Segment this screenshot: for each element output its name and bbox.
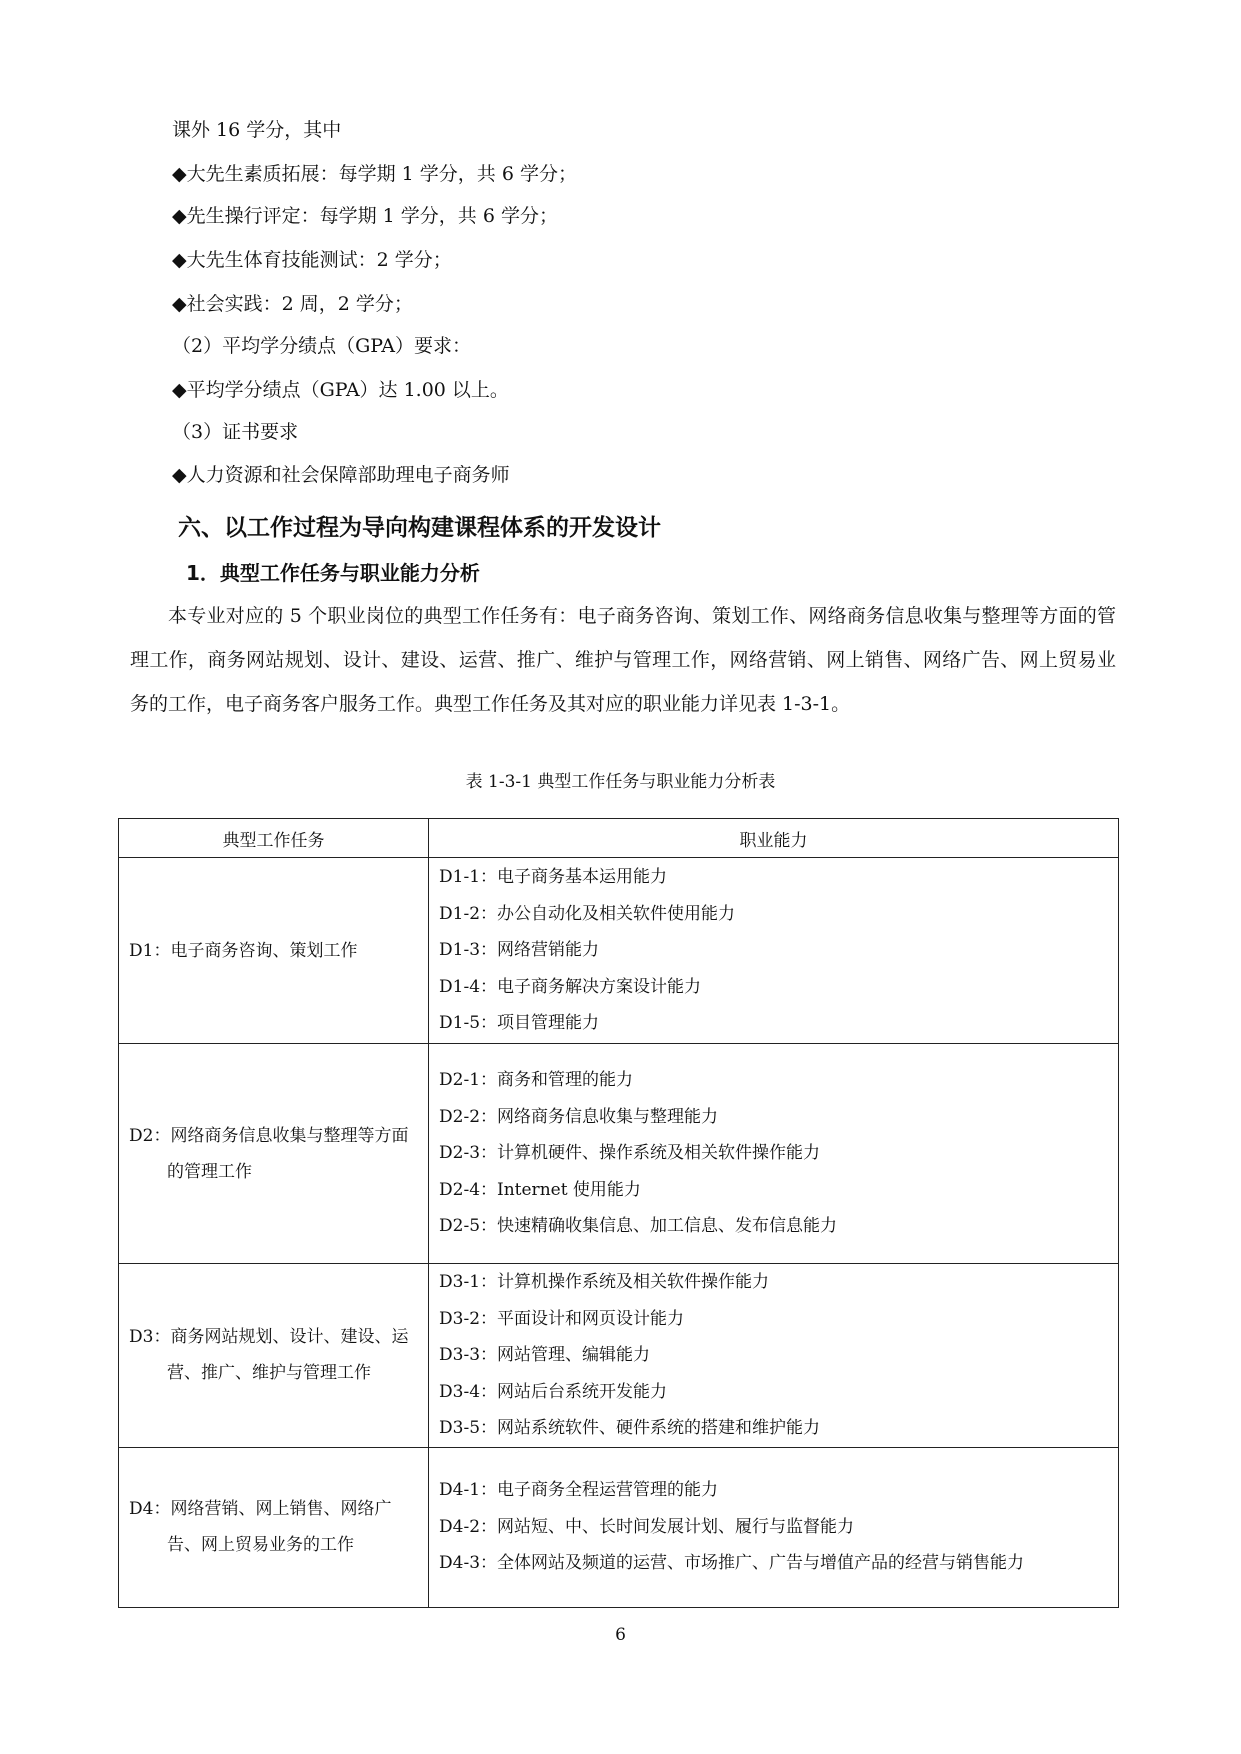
credit-line: （3）证书要求 (172, 421, 299, 443)
credit-line: ◆大先生素质拓展：每学期 1 学分，共 6 学分； (172, 163, 577, 185)
credit-line: ◆先生操行评定：每学期 1 学分，共 6 学分； (172, 205, 558, 227)
credit-line: ◆人力资源和社会保障部助理电子商务师 (172, 464, 510, 486)
ability-cell (429, 1044, 1119, 1264)
ability-item: D1-1：电子商务基本运用能力 (439, 867, 668, 888)
task-cell: D1：电子商务咨询、策划工作 (119, 858, 429, 1044)
ability-item: D3-3：网站管理、编辑能力 (439, 1345, 651, 1365)
ability-item: D3-2：平面设计和网页设计能力 (439, 1308, 685, 1329)
ability-item: D2-2：网络商务信息收集与整理能力 (439, 1106, 719, 1127)
table-row (119, 1447, 1119, 1607)
table-header-row (119, 819, 1119, 858)
ability-item: D1-4：电子商务解决方案设计能力 (439, 976, 702, 997)
credit-line: ◆平均学分绩点（GPA）达 1.00 以上。 (172, 379, 509, 401)
ability-cell (429, 858, 1119, 1044)
ability-cell (429, 1447, 1119, 1607)
header-ability: 职业能力 (429, 819, 1119, 858)
ability-item: D1-2：办公自动化及相关软件使用能力 (439, 903, 736, 924)
ability-item: D2-1：商务和管理的能力 (439, 1070, 634, 1091)
table-row (119, 858, 1119, 1044)
ability-item: D3-4：网站后台系统开发能力 (439, 1381, 668, 1402)
task-cell: D3：商务网站规划、设计、建设、运营、推广、维护与管理工作 (119, 1264, 429, 1448)
intro-paragraph: 本专业对应的 5 个职业岗位的典型工作任务有：电子商务咨询、策划工作、网络商务信息收集与整理等方面的管理工作，商务网站规划、设计、建设、运营、推广、维护与管理工作，网络营销、网上销售、网络广告、网上贸易业务的工作，电子商务客户服务工作。典型工作任务及其对应的职业能力详见表 1-3-1。 (130, 605, 1116, 715)
credit-line: ◆大先生体育技能测试：2 学分； (172, 249, 452, 271)
subsection-title: 1．典型工作任务与职业能力分析 (186, 561, 480, 585)
table-caption: 表 1-3-1 典型工作任务与职业能力分析表 (465, 772, 776, 792)
header-task: 典型工作任务 (119, 819, 429, 858)
task-cell: D2：网络商务信息收集与整理等方面的管理工作 (119, 1044, 429, 1264)
task-ability-table (118, 818, 1119, 1608)
ability-item: D1-3：网络营销能力 (439, 940, 600, 961)
credit-line: 课外 16 学分，其中 (172, 119, 342, 141)
ability-item: D4-2：网站短、中、长时间发展计划、履行与监督能力 (439, 1516, 855, 1537)
ability-item: D4-3：全体网站及频道的运营、市场推广、广告与增值产品的经营与销售能力 (439, 1553, 1025, 1574)
section-title: 六、以工作过程为导向构建课程体系的开发设计 (178, 515, 661, 541)
table-row (119, 1264, 1119, 1448)
credit-line: （2）平均学分绩点（GPA）要求： (172, 335, 472, 357)
credit-line: ◆社会实践：2 周，2 学分； (172, 293, 413, 315)
ability-item: D2-3：计算机硬件、操作系统及相关软件操作能力 (439, 1143, 821, 1164)
task-cell: D4：网络营销、网上销售、网络广告、网上贸易业务的工作 (119, 1447, 429, 1607)
ability-item: D3-5：网站系统软件、硬件系统的搭建和维护能力 (439, 1418, 821, 1438)
ability-item: D3-1：计算机操作系统及相关软件操作能力 (439, 1272, 770, 1292)
ability-item: D2-4：Internet 使用能力 (439, 1179, 641, 1200)
page-number: 6 (615, 1625, 626, 1645)
ability-item: D2-5：快速精确收集信息、加工信息、发布信息能力 (439, 1216, 838, 1237)
table-row (119, 1044, 1119, 1264)
ability-item: D1-5：项目管理能力 (439, 1013, 600, 1034)
ability-item: D4-1：电子商务全程运营管理的能力 (439, 1480, 719, 1501)
ability-cell (429, 1264, 1119, 1448)
